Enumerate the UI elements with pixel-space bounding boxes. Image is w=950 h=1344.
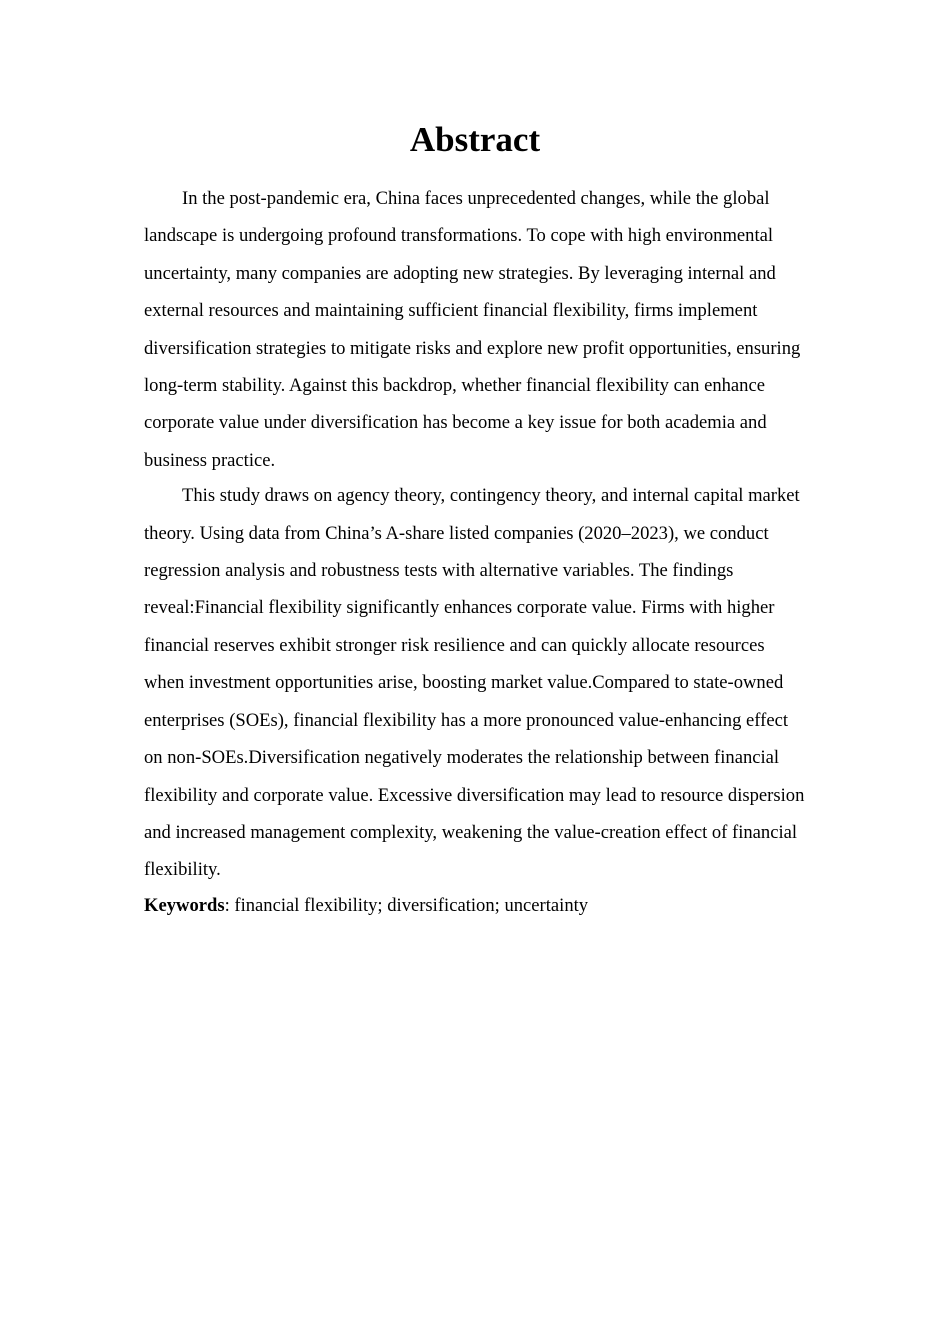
- page-title: Abstract: [409, 120, 541, 159]
- abstract-body: [144, 180, 805, 924]
- keywords-list: : financial flexibility; diversification; uncertainty: [224, 894, 589, 916]
- abstract-paragraph-2: This study draws on agency theory, contingency theory, and internal capital market theory. Using data from China’s A-share listed companies (2020–2023), we conduct regression analysis and robustness tests with alternative variables. The findings reveal:Financial flexibility significantly enhances corporate value. Firms with higher financial reserves exhibit stronger risk resilience and can quickly allocate resources when investment opportunities arise, boosting market value.Compared to state-owned enterprises (SOEs), financial flexibility has a more pronounced value-enhancing effect on non-SOEs.Diversification negatively moderates the relationship between financial flexibility and corporate value. Excessive diversification may lead to resource dispersion and increased management complexity, weakening the value-creation effect of financial flexibility.: [144, 485, 805, 881]
- keywords-label: Keywords: [144, 894, 225, 916]
- abstract-paragraph-1: In the post-pandemic era, China faces unprecedented changes, while the global landscape is undergoing profound transformations. To cope with high environmental uncertainty, many companies are adopting new strategies. By leveraging internal and external resources and maintaining sufficient financial flexibility, firms implement diversification strategies to mitigate risks and explore new profit opportunities, ensuring long-term stability. Against this backdrop, whether financial flexibility can enhance corporate value under diversification has become a key issue for both academia and business practice.: [144, 188, 801, 471]
- keywords-line: [144, 887, 805, 924]
